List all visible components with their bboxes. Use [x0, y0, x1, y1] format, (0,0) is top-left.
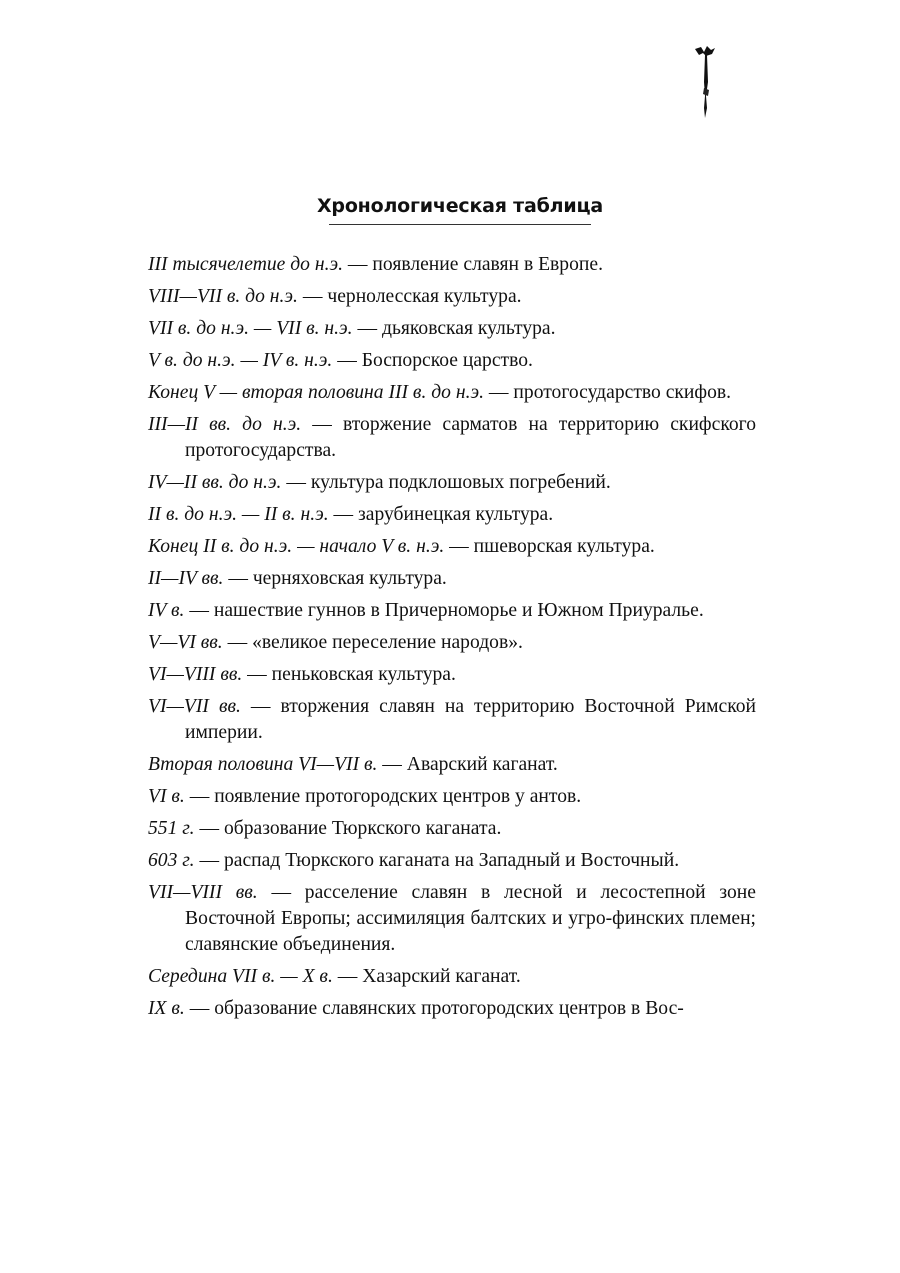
- chronology-entry: [148, 848, 756, 874]
- chronology-entry: [148, 784, 756, 810]
- entry-date: 603 г.: [148, 850, 195, 871]
- entry-date: 551 г.: [148, 818, 195, 839]
- entry-text: — пеньковская культура.: [242, 664, 456, 685]
- chronology-entry: [148, 662, 756, 688]
- chronology-entry: [148, 502, 756, 528]
- entry-text: — протогосударство скифов.: [484, 382, 732, 403]
- entry-date: Вторая половина VI—VII в.: [148, 754, 378, 775]
- entry-text: — пшеворская культура.: [444, 536, 655, 557]
- entry-date: VI—VIII вв.: [148, 664, 243, 685]
- chronology-entry: [148, 316, 756, 342]
- entry-text: — нашествие гуннов в Причерноморье и Южном Приуралье.: [184, 600, 704, 621]
- entry-text: — культура подклошовых погребений.: [281, 472, 611, 493]
- entry-date: IX в.: [148, 998, 185, 1019]
- entry-date: IV в.: [148, 600, 185, 621]
- chronology-entry: [148, 348, 756, 374]
- entry-date: VII—VIII вв.: [148, 882, 258, 903]
- chronology-entry: [148, 880, 756, 958]
- entry-date: III тысячелетие до н.э.: [148, 254, 344, 275]
- entry-text: — Хазарский каганат.: [332, 966, 521, 987]
- entry-date: V в. до н.э. — IV в. н.э.: [148, 350, 333, 371]
- chronology-entry: [148, 284, 756, 310]
- chronology-entry: [148, 252, 756, 278]
- entry-text: — вторжения славян на территорию Восточной Римской империи.: [185, 696, 756, 743]
- entry-text: — Боспорское царство.: [332, 350, 533, 371]
- chronology-entry: [148, 694, 756, 746]
- chronology-entry: [148, 380, 756, 406]
- entry-date: IV—II вв. до н.э.: [148, 472, 282, 493]
- entry-text: — расселение славян в лесной и лесостепной зоне Восточной Европы; ассимиляция балтских и угро-финских племен; славянские объединения.: [185, 882, 756, 955]
- entry-date: V—VI вв.: [148, 632, 223, 653]
- chronology-entry: [148, 598, 756, 624]
- entry-date: II в. до н.э. — II в. н.э.: [148, 504, 329, 525]
- chronology-entry: [148, 964, 756, 990]
- entry-date: Конец V — вторая половина III в. до н.э.: [148, 382, 485, 403]
- pen-nib-mark-icon: [693, 44, 717, 120]
- entry-date: II—IV вв.: [148, 568, 224, 589]
- chronology-list: [148, 252, 756, 1028]
- entry-date: Середина VII в. — X в.: [148, 966, 333, 987]
- page-title: Хронологическая таблица: [316, 195, 604, 217]
- entry-text: — образование Тюркского каганата.: [194, 818, 502, 839]
- entry-text: — чернолесская культура.: [297, 286, 522, 307]
- entry-date: Конец II в. до н.э. — начало V в. н.э.: [148, 536, 445, 557]
- title-underline: [329, 224, 591, 225]
- entry-text: — дьяковская культура.: [352, 318, 556, 339]
- entry-text: — Аварский каганат.: [377, 754, 558, 775]
- entry-date: VI—VII вв.: [148, 696, 241, 717]
- entry-text: — появление славян в Европе.: [343, 254, 603, 275]
- chronology-entry: [148, 534, 756, 560]
- entry-date: III—II вв. до н.э.: [148, 414, 302, 435]
- chronology-entry: [148, 996, 756, 1022]
- entry-date: VI в.: [148, 786, 185, 807]
- entry-text: — появление протогородских центров у антов.: [184, 786, 582, 807]
- chronology-entry: [148, 412, 756, 464]
- chronology-entry: [148, 752, 756, 778]
- chronology-entry: [148, 630, 756, 656]
- title-block: [300, 192, 620, 225]
- entry-date: VII в. до н.э. — VII в. н.э.: [148, 318, 353, 339]
- chronology-entry: [148, 470, 756, 496]
- entry-text: — черняховская культура.: [223, 568, 447, 589]
- entry-text: — образование славянских протогородских центров в Вос-: [184, 998, 684, 1019]
- entry-date: VIII—VII в. до н.э.: [148, 286, 298, 307]
- entry-text: — вторжение сарматов на территорию скифского протогосударства.: [185, 414, 756, 461]
- entry-text: — «великое переселение народов».: [222, 632, 523, 653]
- chronology-entry: [148, 816, 756, 842]
- entry-text: — зарубинецкая культура.: [328, 504, 554, 525]
- entry-text: — распад Тюркского каганата на Западный и Восточный.: [194, 850, 680, 871]
- chronology-entry: [148, 566, 756, 592]
